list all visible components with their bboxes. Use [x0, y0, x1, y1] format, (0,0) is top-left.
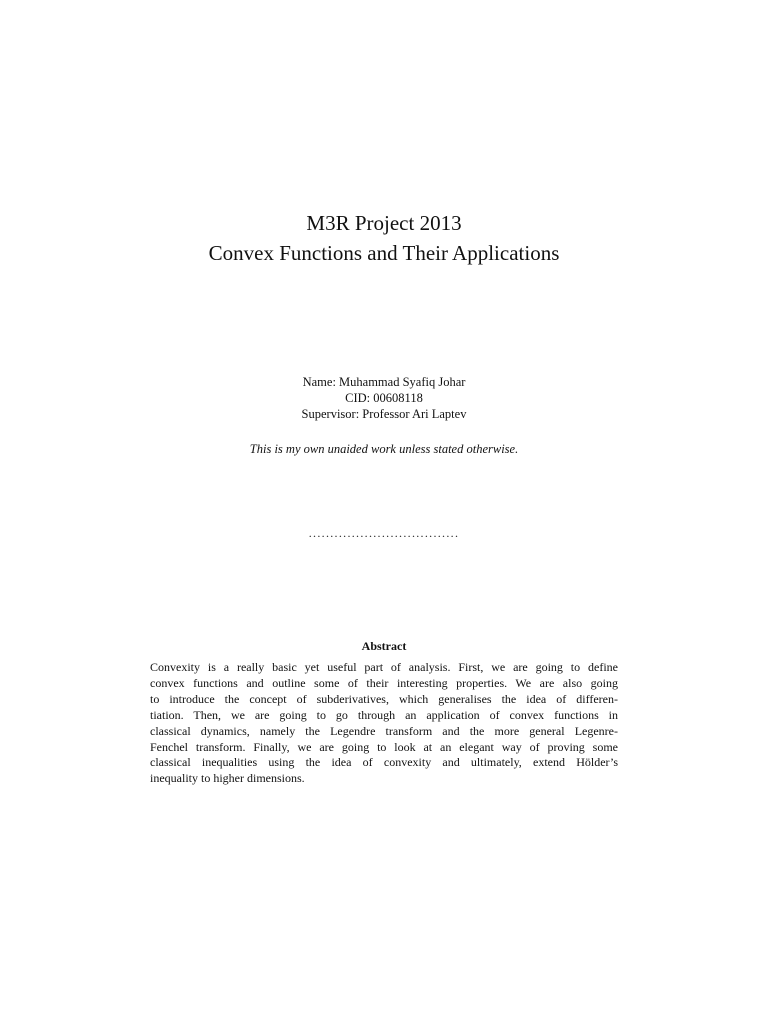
- author-cid: CID: 00608118: [345, 391, 423, 405]
- abstract-line: classical inequalities using the idea of convexity and ultimately, extend Hölder’s: [150, 755, 618, 770]
- title-block: [0, 208, 768, 268]
- project-title: M3R Project 2013: [306, 211, 462, 235]
- abstract-line: convex functions and outline some of their interesting properties. We are also going: [150, 675, 618, 690]
- abstract-body: [150, 660, 618, 787]
- abstract-line: Convexity is a really basic yet useful part of analysis. First, we are going to define: [150, 660, 618, 674]
- abstract-line: inequality to higher dimensions.: [150, 771, 305, 786]
- abstract-line: Fenchel transform. Finally, we are going to look at an elegant way of proving some: [150, 739, 618, 754]
- supervisor-name: Supervisor: Professor Ari Laptev: [301, 407, 467, 421]
- abstract-line: tiation. Then, we are going to go through an application of convex functions in: [150, 707, 618, 722]
- declaration-statement: This is my own unaided work unless stated otherwise.: [249, 442, 519, 456]
- project-subtitle: Convex Functions and Their Applications: [208, 241, 560, 265]
- author-name: Name: Muhammad Syafiq Johar: [302, 375, 466, 389]
- abstract-line: classical dynamics, namely the Legendre transform and the more general Legenre-: [150, 723, 618, 738]
- abstract-heading: Abstract: [361, 639, 407, 653]
- author-info-block: [0, 374, 768, 422]
- signature-dotted-line: ...................................: [308, 526, 460, 540]
- abstract-line: to introduce the concept of subderivatives, which generalises the idea of differen-: [150, 691, 618, 706]
